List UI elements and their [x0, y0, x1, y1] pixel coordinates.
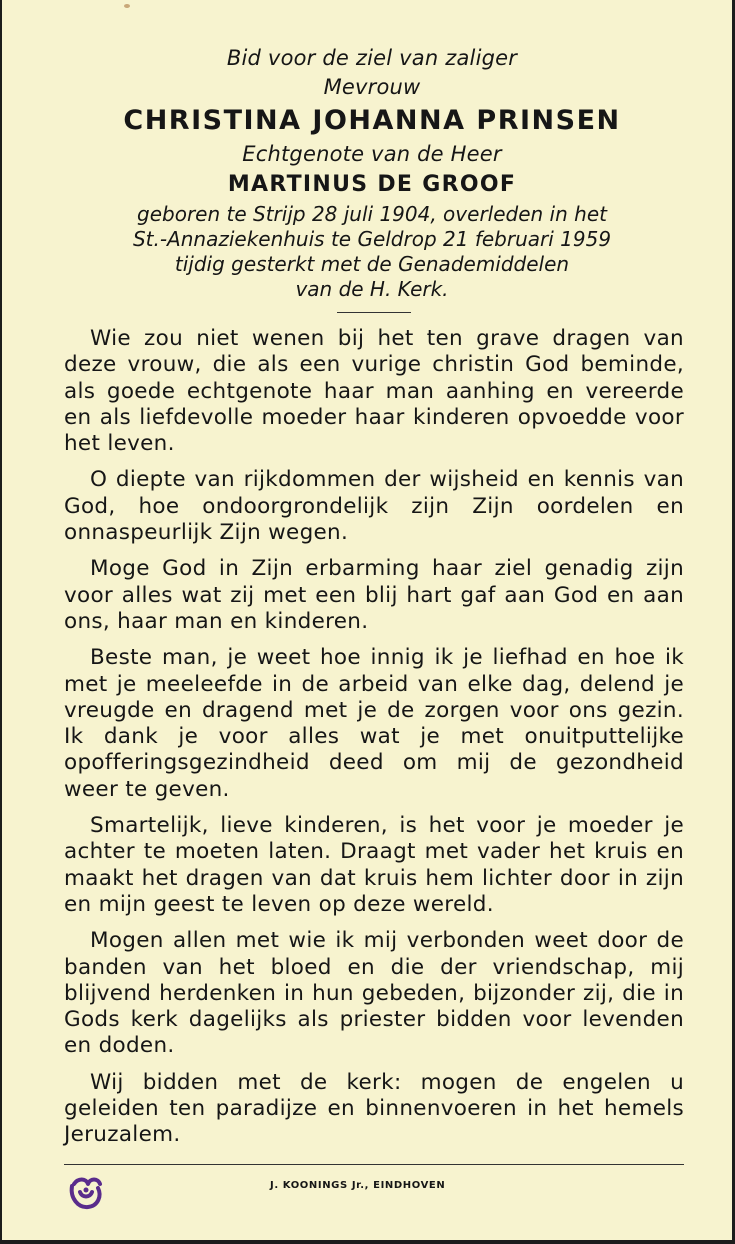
dates-line: geboren te Strijp 28 juli 1904, overleden in het [137, 202, 607, 226]
dates-line: van de H. Kerk. [295, 277, 449, 301]
paragraph: Wij bidden met de kerk: mogen de engelen u geleiden ten paradijze en binnenvoeren in het hemels Jeruzalem. [64, 1069, 684, 1148]
life-dates [42, 202, 702, 302]
paragraph: O diepte van rijkdommen der wijsheid en kennis van God, hoe ondoorgrondelijk zijn Zijn oordelen en onnaspeurlijk Zijn wegen. [64, 467, 684, 546]
paragraph: Beste man, je weet hoe innig ik je liefhad en hoe ik met je meeleefde in de arbeid van elke dag, delend je vreugde en dragend met je de zorgen voor ons gezin. Ik dank je voor alles wat je met onuitputtelijke opofferingsgezindheid deed om mij de gezondheid weer te geven. [64, 645, 684, 802]
footer-divider [64, 1164, 684, 1165]
paragraph: Mogen allen met wie ik mij verbonden weet door de banden van het bloed en die der vriendschap, mij blijvend herdenken in hun gebeden, bijzonder zij, die in Gods kerk dagelijks als priester bidden voor levenden en doden. [64, 928, 684, 1059]
paragraph: Smartelijk, lieve kinderen, is het voor je moeder je achter te moeten laten. Draagt met vader het kruis en maakt het dragen van dat kruis hem lichter door in zijn en mijn geest te leven op deze wereld. [64, 813, 684, 917]
paper-speck [124, 4, 130, 8]
header-divider [337, 312, 411, 313]
paragraph: Moge God in Zijn erbarming haar ziel genadig zijn voor alles wat zij met een blij hart gaf aan God en aan ons, haar man en kinderen. [64, 556, 684, 634]
dates-line: tijdig gesterkt met de Genademiddelen [174, 252, 570, 276]
card-text [64, 326, 684, 1159]
deceased-name: CHRISTINA JOHANNA PRINSEN [123, 105, 621, 136]
purple-ink-stamp-icon [64, 1172, 108, 1212]
honorific: Mevrouw [323, 75, 421, 99]
relation-line: Echtgenote van de Heer [242, 142, 502, 166]
spouse-name: MARTINUS DE GROOF [227, 172, 517, 197]
paragraph: Wie zou niet wenen bij het ten grave dragen van deze vrouw, die als een vurige christin God beminde, als goede echtgenote haar man aanhing en vereerde en als liefdevolle moeder haar kinderen opvoedde voor het leven. [64, 326, 684, 457]
printer-credit: J. KOONINGS Jr., EINDHOVEN [270, 1180, 446, 1191]
prayer-invocation: Bid voor de ziel van zaliger [226, 46, 518, 70]
dates-line: St.-Annaziekenhuis te Geldrop 21 februari 1959 [132, 227, 612, 251]
card-header [42, 44, 702, 302]
